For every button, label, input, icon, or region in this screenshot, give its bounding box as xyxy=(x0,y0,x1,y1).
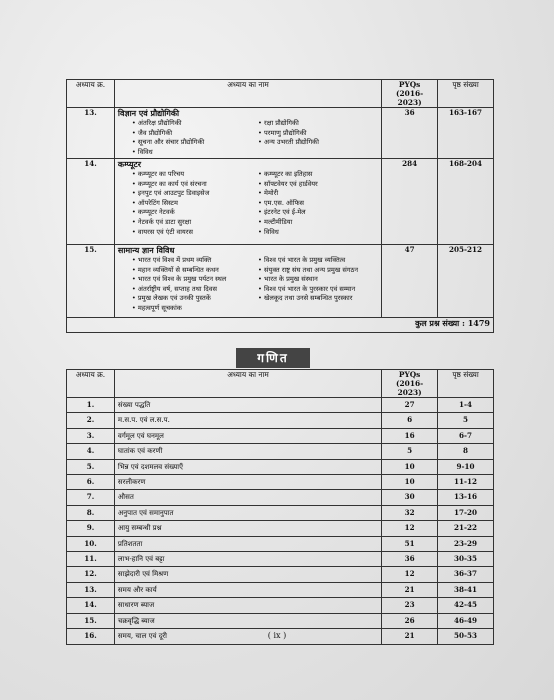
chapter-no: 8. xyxy=(67,505,115,520)
list-item: • विश्व एवं भारत के पुरस्कार एवं सम्मान xyxy=(258,285,378,295)
list-item: • सॉफ्टवेयर एवं हार्डवेयर xyxy=(258,180,378,190)
page-range: 46-49 xyxy=(438,613,494,628)
pyq-count: 26 xyxy=(382,613,438,628)
list-item: • परमाणु प्रौद्योगिकी xyxy=(258,129,378,139)
list-item: • अंतर्राष्ट्रीय वर्ष, सप्ताह तथा दिवस xyxy=(132,285,252,295)
table-row xyxy=(67,521,494,536)
chapter-content xyxy=(114,245,381,318)
chapter-no: 10. xyxy=(67,536,115,551)
chapter-no: 13. xyxy=(67,582,115,597)
chapter-name: संख्या पद्धति xyxy=(114,398,381,413)
page-range: 5 xyxy=(438,413,494,428)
section-banner: गणित xyxy=(236,348,310,368)
page-range: 6-7 xyxy=(438,428,494,443)
pyq-count: 5 xyxy=(382,444,438,459)
table-row xyxy=(67,567,494,582)
chapter-no: 1. xyxy=(67,398,115,413)
list-item: • विश्व एवं भारत के प्रमुख व्यक्तित्व xyxy=(258,256,378,266)
chapter-name: समय, चाल एवं दूरी xyxy=(114,629,381,644)
pages-header: पृष्ठ संख्या xyxy=(438,80,494,108)
list-item: • सूचना और संचार प्रौद्योगिकी xyxy=(132,138,252,148)
list-item: • अन्य उभरती प्रौद्योगिकी xyxy=(258,138,378,148)
chapter-title: विज्ञान एवं प्रौद्योगिकी xyxy=(117,108,180,118)
pyq-count: 36 xyxy=(382,552,438,567)
pyq-count: 12 xyxy=(382,521,438,536)
pages-header: पृष्ठ संख्या xyxy=(438,370,494,398)
chapter-no: 2. xyxy=(67,413,115,428)
topic-list xyxy=(118,170,378,237)
chapter-no: 14. xyxy=(67,598,115,613)
page-range: 205-212 xyxy=(438,245,494,318)
list-item: • संयुक्त राष्ट्र संघ तथा अन्य प्रमुख संगठन xyxy=(258,266,378,276)
list-item: • कम्प्यूटर नेटवर्क xyxy=(132,208,252,218)
chapter-no: 11. xyxy=(67,552,115,567)
table-row xyxy=(67,582,494,597)
math-table xyxy=(66,369,494,645)
page-range: 21-22 xyxy=(438,521,494,536)
list-item: • इनपुट एवं आउटपुट डिवाइसेज xyxy=(132,189,252,199)
pyq-count: 30 xyxy=(382,490,438,505)
page-range: 23-29 xyxy=(438,536,494,551)
chapter-content xyxy=(114,159,381,245)
chapter-no: 14. xyxy=(67,159,115,245)
page-range: 9-10 xyxy=(438,459,494,474)
pyq-count: 16 xyxy=(382,428,438,443)
page-number: ( ix ) xyxy=(267,631,287,640)
table-row xyxy=(67,552,494,567)
page-range: 30-35 xyxy=(438,552,494,567)
list-item: • भारत एवं विश्व के प्रमुख पर्यटन स्थल xyxy=(132,275,252,285)
list-item: • अंतरिक्ष प्रौद्योगिकी xyxy=(132,119,252,129)
pyq-count: 12 xyxy=(382,567,438,582)
chapter-name: औसत xyxy=(114,490,381,505)
chapter-name: साझेदारी एवं मिश्रण xyxy=(114,567,381,582)
pyq-count: 23 xyxy=(382,598,438,613)
chapter-no: 4. xyxy=(67,444,115,459)
chapter-no-header: अध्याय क्र. xyxy=(67,370,115,398)
topic-list xyxy=(118,256,378,314)
chapter-no-header: अध्याय क्र. xyxy=(67,80,115,108)
page-range: 50-53 xyxy=(438,629,494,644)
table-row xyxy=(67,398,494,413)
table-row xyxy=(67,159,494,245)
chapter-name: आयु सम्बन्धी प्रश्न xyxy=(114,521,381,536)
table-row xyxy=(67,598,494,613)
pyqs-header: PYQs (2016-2023) xyxy=(382,80,438,108)
chapter-name: भिन्न एवं दशमलव संख्याएँ xyxy=(114,459,381,474)
list-item: • खेलकूद तथा उनसे सम्बन्धित पुरस्कार xyxy=(258,294,378,304)
page-range: 17-20 xyxy=(438,505,494,520)
chapter-name: घातांक एवं करणी xyxy=(114,444,381,459)
page-range: 13-16 xyxy=(438,490,494,505)
page-range: 11-12 xyxy=(438,475,494,490)
list-item: • भारत एवं विश्व में प्रथम व्यक्ति xyxy=(132,256,252,266)
pyq-count: 284 xyxy=(382,159,438,245)
chapter-no: 15. xyxy=(67,245,115,318)
chapter-name: प्रतिशतता xyxy=(114,536,381,551)
list-item: • भारत के प्रमुख संस्थान xyxy=(258,275,378,285)
list-item: • महान व्यक्तियों से सम्बन्धित कथन xyxy=(132,266,252,276)
chapter-name: म.स.प. एवं ल.स.प. xyxy=(114,413,381,428)
chapter-no: 5. xyxy=(67,459,115,474)
list-item: • इंटरनेट एवं ई-मेल xyxy=(258,208,378,218)
table-row xyxy=(67,613,494,628)
pyq-count: 10 xyxy=(382,475,438,490)
chapter-name: वर्गमूल एवं घनमूल xyxy=(114,428,381,443)
pyq-count: 51 xyxy=(382,536,438,551)
page-range: 1-4 xyxy=(438,398,494,413)
pyqs-header: PYQs (2016-2023) xyxy=(382,370,438,398)
list-item: • मेमोरी xyxy=(258,189,378,199)
pyq-count: 47 xyxy=(382,245,438,318)
chapter-name: चक्रवृद्धि ब्याज xyxy=(114,613,381,628)
table-row xyxy=(67,108,494,159)
chapter-name: लाभ-हानि एवं बट्टा xyxy=(114,552,381,567)
table-row xyxy=(67,475,494,490)
pyq-count: 27 xyxy=(382,398,438,413)
page-range: 8 xyxy=(438,444,494,459)
page-range: 163-167 xyxy=(438,108,494,159)
list-item: • कम्प्यूटर का इतिहास xyxy=(258,170,378,180)
chapter-name: समय और कार्य xyxy=(114,582,381,597)
chapter-name-header: अध्याय का नाम xyxy=(114,370,381,398)
table-row xyxy=(67,444,494,459)
chapter-no: 7. xyxy=(67,490,115,505)
list-item: • विविध xyxy=(258,228,378,238)
table-row xyxy=(67,428,494,443)
list-item: • कम्प्यूटर का परिचय xyxy=(132,170,252,180)
table-row xyxy=(67,505,494,520)
pyq-count: 10 xyxy=(382,459,438,474)
list-item: • वायरस एवं एंटी वायरस xyxy=(132,228,252,238)
list-item: • मल्टीमीडिया xyxy=(258,218,378,228)
chapter-no: 3. xyxy=(67,428,115,443)
list-item: • एम.एस. ऑफिस xyxy=(258,199,378,209)
table-row xyxy=(67,536,494,551)
topic-list xyxy=(118,119,378,157)
list-item: • नेटवर्क एवं डाटा सुरक्षा xyxy=(132,218,252,228)
pyq-count: 36 xyxy=(382,108,438,159)
chapter-name-header: अध्याय का नाम xyxy=(114,80,381,108)
total-row xyxy=(67,318,494,333)
page-range: 42-45 xyxy=(438,598,494,613)
chapter-content xyxy=(114,108,381,159)
chapter-no: 15. xyxy=(67,613,115,628)
chapter-title: कम्प्यूटर xyxy=(117,159,141,169)
pyq-count: 21 xyxy=(382,629,438,644)
chapter-name: सरलीकरण xyxy=(114,475,381,490)
science-computer-gk-table xyxy=(66,79,494,333)
page-range: 36-37 xyxy=(438,567,494,582)
list-item: • प्रमुख लेखक एवं उनकी पुस्तकें xyxy=(132,294,252,304)
list-item: • ऑपरेटिंग सिस्टम xyxy=(132,199,252,209)
pyq-count: 21 xyxy=(382,582,438,597)
chapter-no: 12. xyxy=(67,567,115,582)
list-item: • विविध xyxy=(132,148,252,158)
page-range: 38-41 xyxy=(438,582,494,597)
pyq-count: 32 xyxy=(382,505,438,520)
table-row xyxy=(67,413,494,428)
chapter-no: 9. xyxy=(67,521,115,536)
list-item: • महत्वपूर्ण सूचकांक xyxy=(132,304,252,314)
list-item: • रक्षा प्रौद्योगिकी xyxy=(258,119,378,129)
chapter-title: सामान्य ज्ञान विविध xyxy=(117,245,175,255)
list-item: • जैव प्रौद्योगिकी xyxy=(132,129,252,139)
total-questions: कुल प्रश्न संख्या : 1479 xyxy=(67,318,494,333)
chapter-no: 13. xyxy=(67,108,115,159)
chapter-no: 16. xyxy=(67,629,115,644)
list-item: • कम्प्यूटर का कार्य एवं संरचना xyxy=(132,180,252,190)
chapter-no: 6. xyxy=(67,475,115,490)
chapter-name: अनुपात एवं समानुपात xyxy=(114,505,381,520)
table-row xyxy=(67,490,494,505)
table-row xyxy=(67,459,494,474)
page-range: 168-204 xyxy=(438,159,494,245)
table-row xyxy=(67,245,494,318)
pyq-count: 6 xyxy=(382,413,438,428)
chapter-name: साधारण ब्याज xyxy=(114,598,381,613)
